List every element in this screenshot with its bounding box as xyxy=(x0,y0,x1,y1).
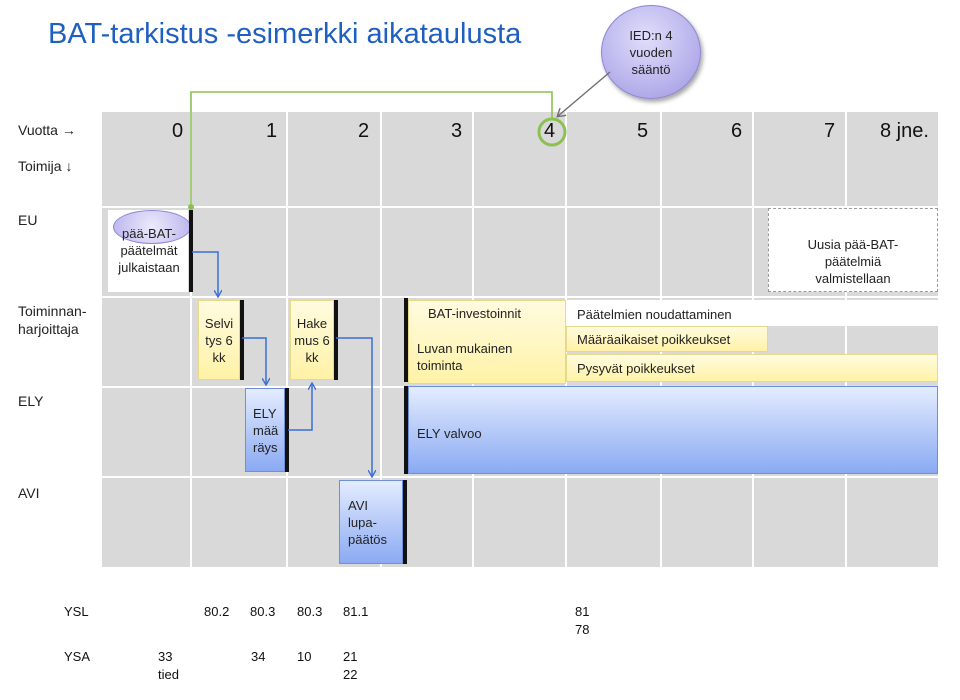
year-6: 6 xyxy=(731,120,743,142)
year-4: 4 xyxy=(544,120,556,142)
timeline-bracket xyxy=(191,92,552,207)
ysl-value-4: 81.1 xyxy=(343,604,369,619)
row-label-eu: EU xyxy=(18,212,38,228)
row-label-ely: ELY xyxy=(18,393,44,409)
luvan-mukainen-text: Luvan mukainen toiminta xyxy=(417,341,513,373)
paa-bat-text: pää-BAT-päätelmät julkaistaan xyxy=(118,226,180,275)
year-1: 1 xyxy=(266,120,278,142)
ely-valvoo-text: ELY valvoo xyxy=(417,426,482,441)
year-8: 8 jne. xyxy=(880,120,929,142)
ysl-value-2: 80.3 xyxy=(250,604,276,619)
ysa-value-2: 34 xyxy=(251,649,266,664)
year-2: 2 xyxy=(358,120,370,142)
year-0: 0 xyxy=(172,120,184,142)
ied-rule-text: IED:n 4 vuoden sääntö xyxy=(629,27,673,77)
ysa-value-1: 33 tied xyxy=(158,649,179,682)
vuotta-label: Vuotta → xyxy=(18,122,76,138)
timeline-start-dot xyxy=(188,204,194,210)
row-label-avi: AVI xyxy=(18,485,40,501)
pysyvat-text: Pysyvät poikkeukset xyxy=(577,361,695,376)
arrow-hakemus-to-avi xyxy=(336,338,372,476)
ysa-value-3: 10 xyxy=(297,649,312,664)
ysa-label: YSA xyxy=(64,649,91,664)
page-title: BAT-tarkistus -esimerkki aikataulusta xyxy=(48,18,522,50)
arrow-ely-to-hakemus xyxy=(288,384,312,430)
ysl-value-5: 81 78 xyxy=(575,604,590,637)
selvitys-text: Selvi tys 6 kk xyxy=(204,316,234,365)
ied-pointer-arrow xyxy=(558,72,610,116)
uusia-text: Uusia pää-BAT-päätelmiä valmistellaan xyxy=(807,237,899,286)
toimija-label: Toimija ↓ xyxy=(18,158,73,174)
avi-lupapaatos-text: AVI lupa-päätös xyxy=(348,498,388,547)
paatelmien-text: Päätelmien noudattaminen xyxy=(577,307,732,322)
year-3: 3 xyxy=(451,120,463,142)
ely-maaraays-text: ELY mää räys xyxy=(253,406,279,455)
year-5: 5 xyxy=(637,120,649,142)
bat-investoinnit-text: BAT-investoinnit xyxy=(428,306,521,321)
ysl-value-1: 80.2 xyxy=(204,604,230,619)
year-7: 7 xyxy=(824,120,836,142)
ysl-value-3: 80.3 xyxy=(297,604,323,619)
ysl-label: YSL xyxy=(64,604,89,619)
hakemus-text: Hake mus 6 kk xyxy=(294,316,330,365)
arrow-eu-to-selvitys xyxy=(192,252,218,296)
arrow-selvitys-to-ely xyxy=(242,338,266,384)
row-label-toiminnanharjoittaja: Toiminnan-harjoittaja xyxy=(18,303,87,337)
maaraaikaiset-text: Määräaikaiset poikkeukset xyxy=(577,332,731,347)
year-4-highlight xyxy=(539,119,565,145)
ysa-value-4: 21 22 xyxy=(343,649,358,682)
